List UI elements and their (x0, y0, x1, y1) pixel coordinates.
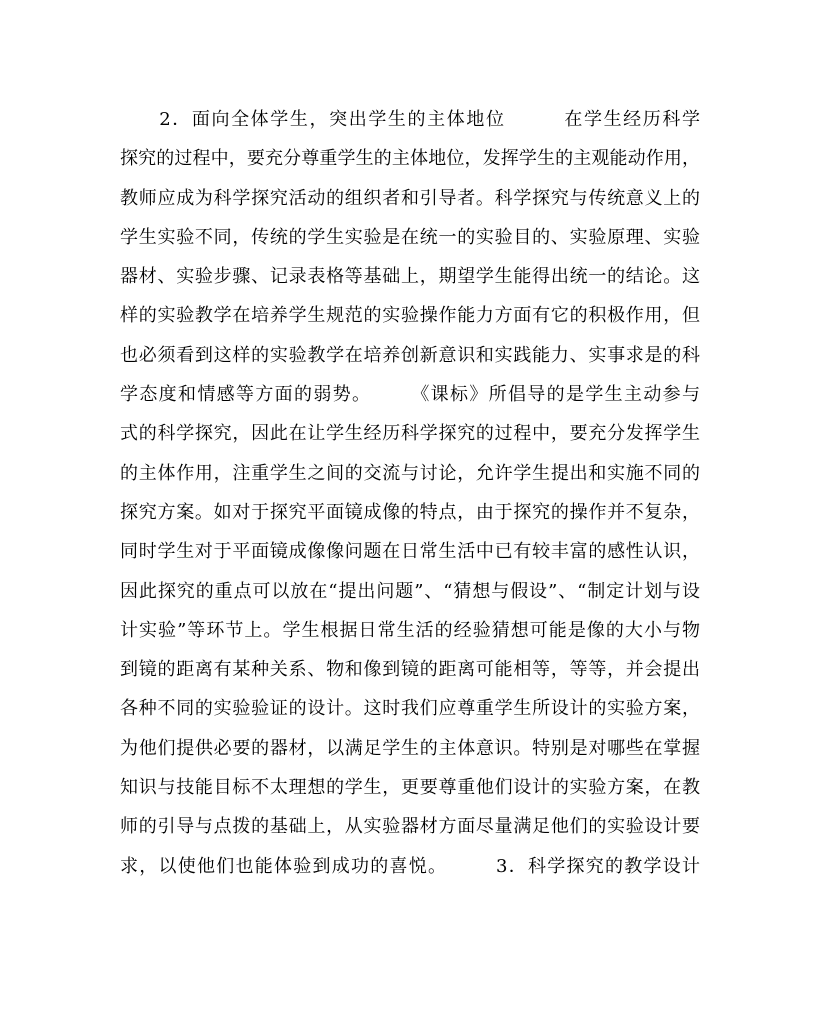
text-line: 的主体作用，注重学生之间的交流与讨论，允许学生提出和实施不同的 (120, 462, 700, 484)
text-line: 知识与技能目标不太理想的学生，更要尊重他们设计的实验方案，在教 (120, 777, 700, 799)
text-line: 探究方案。如对于探究平面镜成像的特点，由于探究的操作并不复杂， (120, 501, 700, 523)
text-line: 样的实验教学在培养学生规范的实验操作能力方面有它的积极作用，但 (120, 305, 700, 327)
body-text (120, 100, 700, 886)
text-line: 探究的过程中，要充分尊重学生的主体地位，发挥学生的主观能动作用， (120, 148, 700, 170)
text-line: 到镜的距离有某种关系、物和像到镜的距离可能相等，等等，并会提出 (120, 659, 700, 681)
text-line: 式的科学探究，因此在让学生经历科学探究的过程中，要充分发挥学生 (120, 423, 700, 445)
text-line: 计实验”等环节上。学生根据日常生活的经验猜想可能是像的大小与物 (120, 619, 700, 641)
text-line: 为他们提供必要的器材，以满足学生的主体意识。特别是对哪些在掌握 (120, 737, 700, 759)
text-line: 因此探究的重点可以放在“提出问题”、“猜想与假设”、“制定计划与设 (120, 580, 700, 602)
text-line: 各种不同的实验验证的设计。这时我们应尊重学生所设计的实验方案， (120, 698, 700, 720)
text-line: 学生实验不同，传统的学生实验是在统一的实验目的、实验原理、实验 (120, 226, 700, 248)
text-line: 求，以使他们也能体验到成功的喜悦。 3．科学探究的教学设计 (120, 855, 700, 877)
text-line: 教师应成为科学探究活动的组织者和引导者。科学探究与传统意义上的 (120, 187, 700, 209)
text-line: 2．面向全体学生，突出学生的主体地位 在学生经历科学 (120, 109, 700, 130)
text-line: 师的引导与点拨的基础上，从实验器材方面尽量满足他们的实验设计要 (120, 816, 700, 838)
text-line: 器材、实验步骤、记录表格等基础上，期望学生能得出统一的结论。这 (120, 266, 700, 288)
text-line: 也必须看到这样的实验教学在培养创新意识和实践能力、实事求是的科 (120, 344, 700, 366)
text-line: 学态度和情感等方面的弱势。 《课标》所倡导的是学生主动参与 (120, 384, 700, 406)
text-line: 同时学生对于平面镜成像像问题在日常生活中已有较丰富的感性认识， (120, 541, 700, 563)
